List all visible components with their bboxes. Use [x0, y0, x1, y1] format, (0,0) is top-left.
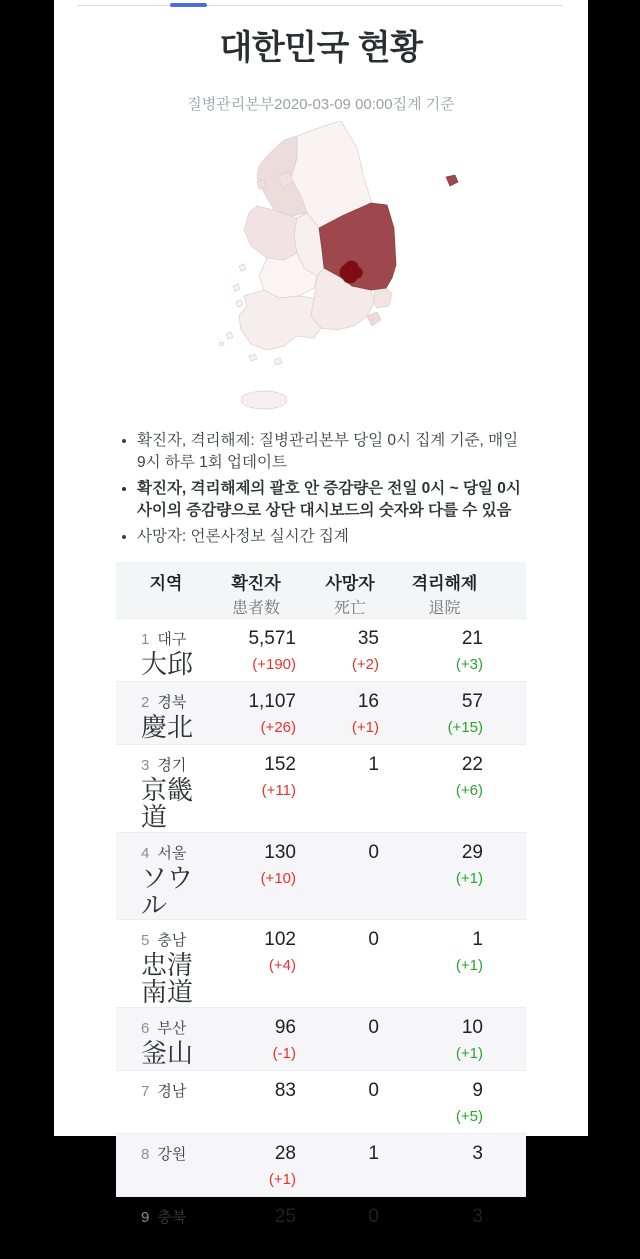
- deaths-change: [321, 1171, 379, 1189]
- table-row: [116, 619, 526, 682]
- deaths-value: 1: [321, 1143, 379, 1165]
- released-change: (+1): [406, 957, 483, 975]
- confirmed-change: [216, 1234, 296, 1252]
- region-cell: [116, 745, 216, 833]
- released-value: 9: [406, 1080, 483, 1102]
- released-change: (+3): [406, 656, 483, 674]
- confirmed-cell: [216, 1007, 321, 1070]
- map-region-ulleungdo[interactable]: [446, 175, 458, 186]
- region-name-korean: 경기: [157, 757, 186, 774]
- deaths-change: (+2): [321, 656, 379, 674]
- deaths-cell: [321, 619, 406, 682]
- deaths-cell: [321, 920, 406, 1008]
- notes-list: [112, 430, 530, 548]
- deaths-cell: [321, 832, 406, 920]
- region-cell: [116, 682, 216, 745]
- deaths-change: [321, 1045, 379, 1063]
- region-name-cjk: ソウル: [141, 865, 216, 920]
- released-change: (+1): [406, 1045, 483, 1063]
- page-title: 대한민국 현황: [54, 20, 588, 69]
- notes-section: [112, 430, 530, 548]
- region-stats-table: [116, 562, 526, 1259]
- region-name-korean: 충남: [157, 932, 186, 949]
- deaths-value: 0: [321, 1206, 379, 1228]
- table-header: [116, 562, 526, 619]
- confirmed-cell: [216, 920, 321, 1008]
- region-rank: 4: [141, 845, 149, 862]
- region-cell: [116, 1070, 216, 1133]
- note-item: • 확진자, 격리해제: 질병관리본부 당일 0시 집계 기준, 매일 9시 하루 1회 업데이트: [137, 430, 530, 474]
- deaths-value: 0: [321, 1080, 379, 1102]
- app-screen: [54, 0, 588, 1136]
- deaths-cell: [321, 1070, 406, 1133]
- deaths-value: 35: [321, 628, 379, 650]
- deaths-change: [321, 957, 379, 975]
- region-rank: 6: [141, 1020, 149, 1037]
- deaths-value: 1: [321, 754, 379, 776]
- region-cell: [116, 619, 216, 682]
- region-rank: 8: [141, 1146, 149, 1163]
- column-subheader-released: 退院: [406, 595, 483, 618]
- table-row: [116, 1133, 526, 1196]
- column-header-region: 지역: [116, 562, 216, 619]
- region-name-korean: 경북: [157, 694, 186, 711]
- region-name-cjk: 京畿道: [141, 777, 216, 832]
- region-rank: 7: [141, 1083, 149, 1100]
- active-tab-indicator[interactable]: [170, 3, 207, 7]
- korea-choropleth-map: [179, 118, 479, 418]
- map-region-ulsan[interactable]: [374, 288, 392, 308]
- confirmed-value: 28: [216, 1143, 296, 1165]
- deaths-cell: [321, 1196, 406, 1259]
- map-region-busan[interactable]: [367, 312, 381, 326]
- deaths-cell: [321, 1133, 406, 1196]
- confirmed-change: (+1): [216, 1171, 296, 1189]
- confirmed-value: 1,107: [216, 691, 296, 713]
- table-row: [116, 1070, 526, 1133]
- column-subheader-deaths: 死亡: [321, 595, 379, 618]
- deaths-change: [321, 782, 379, 800]
- released-cell: [406, 745, 526, 833]
- confirmed-cell: [216, 745, 321, 833]
- confirmed-value: 83: [216, 1080, 296, 1102]
- confirmed-cell: [216, 1196, 321, 1259]
- confirmed-change: (+26): [216, 719, 296, 737]
- released-value: 21: [406, 628, 483, 650]
- region-name-cjk: 慶北: [141, 714, 216, 741]
- released-value: 10: [406, 1017, 483, 1039]
- confirmed-cell: [216, 682, 321, 745]
- confirmed-value: 152: [216, 754, 296, 776]
- deaths-change: [321, 1234, 379, 1252]
- released-value: 3: [406, 1206, 483, 1228]
- released-change: (+1): [406, 870, 483, 888]
- released-cell: [406, 1070, 526, 1133]
- deaths-change: [321, 1108, 379, 1126]
- column-header-released: 격리해제 退院: [406, 562, 526, 619]
- region-name-korean: 대구: [157, 631, 186, 648]
- region-name-cjk: 大邱: [141, 651, 216, 678]
- table-row: [116, 1007, 526, 1070]
- region-rank: 3: [141, 757, 149, 774]
- table-row: [116, 920, 526, 1008]
- released-cell: [406, 920, 526, 1008]
- map-region-incheon[interactable]: [257, 180, 266, 189]
- released-cell: [406, 619, 526, 682]
- deaths-change: [321, 870, 379, 888]
- table-row: [116, 1196, 526, 1259]
- table-row: [116, 682, 526, 745]
- region-rank: 9: [141, 1209, 149, 1226]
- deaths-cell: [321, 1007, 406, 1070]
- released-cell: [406, 832, 526, 920]
- region-name-korean: 서울: [157, 845, 186, 862]
- released-cell: [406, 682, 526, 745]
- confirmed-cell: [216, 1070, 321, 1133]
- tab-bar: [54, 0, 588, 8]
- confirmed-value: 25: [216, 1206, 296, 1228]
- confirmed-cell: [216, 1133, 321, 1196]
- region-cell: [116, 1007, 216, 1070]
- released-cell: [406, 1007, 526, 1070]
- released-value: 22: [406, 754, 483, 776]
- released-change: (+5): [406, 1108, 483, 1126]
- region-rank: 2: [141, 694, 149, 711]
- confirmed-change: (+11): [216, 782, 296, 800]
- region-cell: [116, 1196, 216, 1259]
- deaths-value: 0: [321, 1017, 379, 1039]
- released-value: 1: [406, 929, 483, 951]
- deaths-change: (+1): [321, 719, 379, 737]
- note-item: • 사망자: 언론사정보 실시간 집계: [137, 526, 530, 548]
- confirmed-change: (-1): [216, 1045, 296, 1063]
- deaths-cell: [321, 682, 406, 745]
- region-name-korean: 부산: [157, 1020, 186, 1037]
- confirmed-value: 5,571: [216, 628, 296, 650]
- deaths-value: 16: [321, 691, 379, 713]
- released-value: 57: [406, 691, 483, 713]
- released-change: (+6): [406, 782, 483, 800]
- region-name-korean: 강원: [157, 1146, 186, 1163]
- region-rank: 1: [141, 631, 149, 648]
- region-name-korean: 경남: [157, 1083, 186, 1100]
- confirmed-value: 102: [216, 929, 296, 951]
- data-source-timestamp: 질병관리본부2020-03-09 00:00집계 기준: [54, 93, 588, 114]
- korea-map-svg: [179, 118, 479, 418]
- region-rank: 5: [141, 932, 149, 949]
- note-item: • 확진자, 격리해제의 괄호 안 증감량은 전일 0시 ~ 당일 0시 사이의 증감량으로 상단 대시보드의 숫자와 다를 수 있음: [137, 478, 530, 522]
- column-header-confirmed: 확진자 患者数: [216, 562, 321, 619]
- released-change: [406, 1171, 483, 1189]
- table-body: [116, 619, 526, 1259]
- region-cell: [116, 832, 216, 920]
- table-row: [116, 745, 526, 833]
- map-region-jeju[interactable]: [241, 391, 287, 409]
- column-subheader-confirmed: 患者数: [216, 595, 296, 618]
- confirmed-value: 96: [216, 1017, 296, 1039]
- released-change: [406, 1234, 483, 1252]
- region-cell: [116, 920, 216, 1008]
- region-cell: [116, 1133, 216, 1196]
- confirmed-change: (+190): [216, 656, 296, 674]
- confirmed-value: 130: [216, 842, 296, 864]
- confirmed-change: (+10): [216, 870, 296, 888]
- deaths-value: 0: [321, 842, 379, 864]
- released-value: 3: [406, 1143, 483, 1165]
- confirmed-cell: [216, 832, 321, 920]
- region-name-korean: 충북: [157, 1209, 186, 1226]
- deaths-value: 0: [321, 929, 379, 951]
- released-change: (+15): [406, 719, 483, 737]
- deaths-cell: [321, 745, 406, 833]
- released-cell: [406, 1133, 526, 1196]
- region-name-cjk: 釜山: [141, 1040, 216, 1067]
- confirmed-change: (+4): [216, 957, 296, 975]
- column-header-deaths: 사망자 死亡: [321, 562, 406, 619]
- map-region-jeonnam[interactable]: [239, 290, 321, 350]
- table-row: [116, 832, 526, 920]
- confirmed-change: [216, 1108, 296, 1126]
- region-name-cjk: 忠清南道: [141, 952, 216, 1007]
- tab-bar-divider: [78, 5, 562, 6]
- released-value: 29: [406, 842, 483, 864]
- released-cell: [406, 1196, 526, 1259]
- confirmed-cell: [216, 619, 321, 682]
